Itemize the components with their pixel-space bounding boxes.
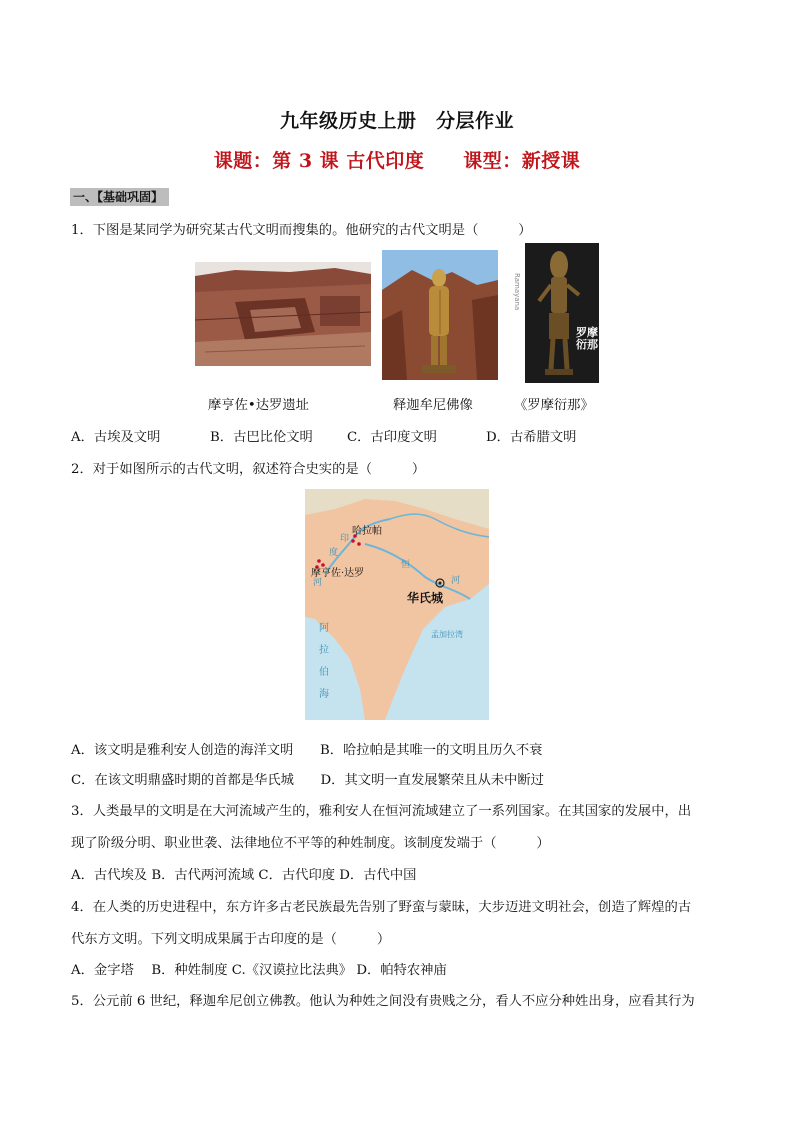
question-4-line-2: 代东方文明。下列文明成果属于古印度的是（ ）	[71, 932, 391, 947]
map-label-indus-3: 河	[313, 578, 323, 588]
map-label-arabian-sea-2: 拉	[319, 645, 329, 656]
question-1-stem: 1．下图是某同学为研究某古代文明而搜集的。他研究的古代文明是（ ）	[71, 223, 532, 238]
q1-option-d: D．古希腊文明	[486, 430, 577, 445]
question-3-line-1: 3．人类最早的文明是在大河流域产生的，雅利安人在恒河流域建立了一系列国家。在其国家的发展中，出	[71, 804, 692, 819]
q4-options: A．金字塔 B．种姓制度 C.《汉谟拉比法典》 D．帕特农神庙	[71, 963, 447, 978]
question-3-line-2: 现了阶级分明、职业世袭、法律地位不平等的种姓制度。该制度发端于（ ）	[71, 836, 550, 851]
q1-option-c: C．古印度文明	[347, 430, 437, 445]
map-label-indus-1: 印	[340, 534, 350, 544]
q1-option-b: B．古巴比伦文明	[210, 430, 313, 445]
book-cover-title: 罗摩衍那	[576, 326, 598, 351]
map-label-arabian-sea-1: 阿	[319, 623, 329, 634]
q2-options-ab: A．该文明是雅利安人创造的海洋文明 B．哈拉帕是其唯一的文明且历久不衰	[71, 743, 543, 758]
q2-options-cd: C．在该文明鼎盛时期的首都是华氏城 D．其文明一直发展繁荣且从未中断过	[71, 773, 544, 788]
page-title: 九年级历史上册 分层作业	[279, 110, 514, 132]
section-label: 一、【基础巩固】	[70, 188, 169, 206]
map-label-mohenjo-daro: 摩亨佐·达罗	[311, 568, 365, 579]
caption-ramayana: 《罗摩衍那》	[514, 398, 594, 413]
question-4-line-1: 4．在人类的历史进程中，东方许多古老民族最先告别了野蛮与蒙昧，大步迈进文明社会，创造了辉煌的古	[71, 900, 692, 915]
map-label-indus-2: 度	[329, 548, 339, 558]
ramayana-book-cover	[503, 243, 599, 383]
caption-ruins: 摩亨佐•达罗遗址	[208, 398, 309, 413]
q3-options: A．古代埃及 B．古代两河流域 C．古代印度 D．古代中国	[71, 868, 417, 883]
map-label-arabian-sea-4: 海	[319, 689, 329, 700]
svg-text:Ramayana: Ramayana	[513, 273, 521, 311]
map-label-ganges-1: 恒	[401, 560, 411, 570]
lesson-subtitle: 课题：第 3 课 古代印度 课型：新授课	[213, 150, 581, 172]
map-label-ganges-2: 河	[451, 576, 461, 586]
caption-buddha: 释迦牟尼佛像	[393, 398, 473, 413]
question-5-line-1: 5．公元前 6 世纪，释迦牟尼创立佛教。他认为种姓之间没有贵贱之分，看人不应分种姓出身，应看其行为	[71, 994, 695, 1009]
map-label-arabian-sea-3: 伯	[319, 667, 329, 678]
map-label-huashi-city: 华氏城	[407, 591, 444, 605]
q1-option-a: A．古埃及文明	[71, 430, 161, 445]
map-label-harappa: 哈拉帕	[352, 526, 382, 537]
mohenjo-daro-ruins-photo	[195, 262, 371, 366]
map-label-bay-of-bengal: 孟加拉湾	[431, 630, 463, 639]
question-2-stem: 2．对于如图所示的古代文明，叙述符合史实的是（ ）	[71, 462, 426, 477]
buddha-statue-photo	[382, 250, 498, 380]
ancient-india-map	[305, 489, 489, 720]
